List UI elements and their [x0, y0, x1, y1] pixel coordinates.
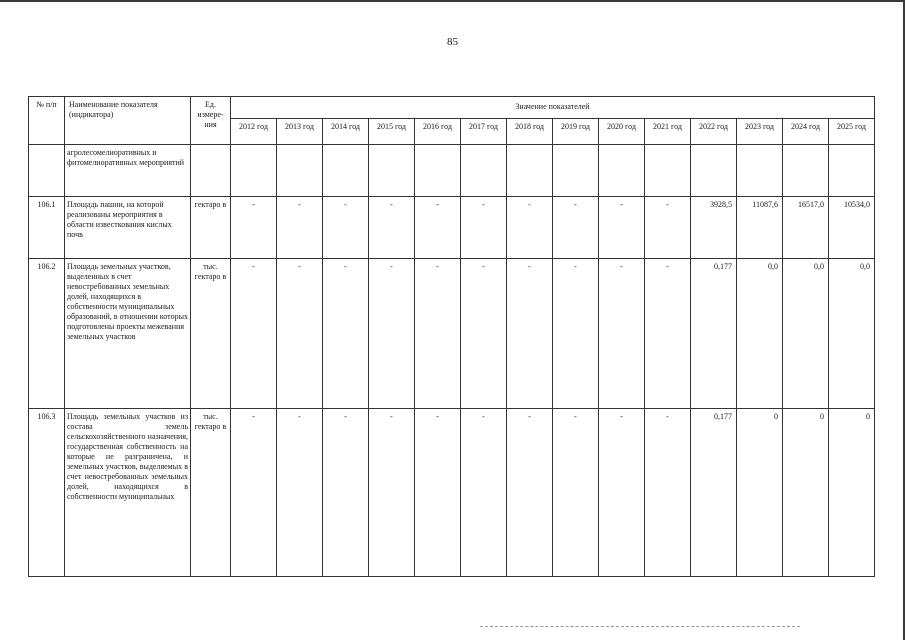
- header-year: 2020 год: [599, 119, 645, 145]
- row-code: 106.2: [29, 259, 65, 409]
- header-year: 2022 год: [691, 119, 737, 145]
- header-name: Наименование показателя (индикатора): [65, 97, 191, 145]
- row-value: -: [461, 409, 507, 577]
- row-value: -: [507, 259, 553, 409]
- row-value: 0: [829, 409, 875, 577]
- row-value: -: [369, 259, 415, 409]
- row-name: Площадь пашни, на которой реализованы мероприятия в области известкования кислых почв: [65, 197, 191, 259]
- row-value: -: [369, 197, 415, 259]
- row-value: -: [231, 409, 277, 577]
- row-value: 0,177: [691, 259, 737, 409]
- row-value: 10534,0: [829, 197, 875, 259]
- table-row: [29, 197, 875, 259]
- row-value: 0: [783, 409, 829, 577]
- row-value: -: [415, 259, 461, 409]
- header-year: 2021 год: [645, 119, 691, 145]
- row-value: 3928,5: [691, 197, 737, 259]
- row-name: Площадь земельных участков из состава земель сельскохозяйственного назначения, государственная собственность на которые не разграничена, и земельных участков, выделяемых в счет невостребованных земельных долей, находящихся в собственности муниципальных: [65, 409, 191, 577]
- continuation-unit: [191, 145, 231, 197]
- row-value: -: [553, 197, 599, 259]
- header-year: 2016 год: [415, 119, 461, 145]
- row-value: -: [507, 409, 553, 577]
- row-value: 0,0: [829, 259, 875, 409]
- row-value: -: [415, 197, 461, 259]
- header-unit: Ед. измере- ния: [191, 97, 231, 145]
- row-value: -: [277, 259, 323, 409]
- row-value: -: [323, 259, 369, 409]
- row-value: 11087,6: [737, 197, 783, 259]
- indicators-table: [28, 96, 875, 577]
- page-top-edge: [0, 0, 905, 2]
- header-year: 2015 год: [369, 119, 415, 145]
- header-year: 2023 год: [737, 119, 783, 145]
- header-year: 2025 год: [829, 119, 875, 145]
- row-value: -: [277, 197, 323, 259]
- row-value: -: [645, 259, 691, 409]
- row-value: -: [645, 197, 691, 259]
- row-value: -: [415, 409, 461, 577]
- row-value: -: [323, 197, 369, 259]
- table-row: [29, 259, 875, 409]
- row-code: 106.3: [29, 409, 65, 577]
- row-value: -: [231, 259, 277, 409]
- header-year: 2017 год: [461, 119, 507, 145]
- row-value: 0,0: [737, 259, 783, 409]
- continuation-name: агролесомелиоративных и фитомелиоративных мероприятий: [65, 145, 191, 197]
- row-value: -: [461, 259, 507, 409]
- row-code: 106.1: [29, 197, 65, 259]
- row-unit: гектаро в: [191, 197, 231, 259]
- row-unit: тыс. гектаро в: [191, 409, 231, 577]
- row-value: -: [599, 259, 645, 409]
- header-year: 2019 год: [553, 119, 599, 145]
- row-value: -: [553, 409, 599, 577]
- header-year: 2013 год: [277, 119, 323, 145]
- row-value: -: [323, 409, 369, 577]
- continuation-code: [29, 145, 65, 197]
- row-value: -: [461, 197, 507, 259]
- header-num: № п/п: [29, 97, 65, 145]
- footer-rule: [480, 626, 800, 627]
- header-year: 2018 год: [507, 119, 553, 145]
- continuation-row: [29, 145, 875, 197]
- row-value: -: [599, 409, 645, 577]
- row-value: -: [599, 197, 645, 259]
- row-value: 16517,0: [783, 197, 829, 259]
- header-year: 2012 год: [231, 119, 277, 145]
- row-unit: тыс. гектаро в: [191, 259, 231, 409]
- row-value: -: [231, 197, 277, 259]
- row-value: -: [369, 409, 415, 577]
- row-value: -: [645, 409, 691, 577]
- row-value: 0,0: [783, 259, 829, 409]
- row-value: -: [553, 259, 599, 409]
- row-value: -: [277, 409, 323, 577]
- row-value: 0,177: [691, 409, 737, 577]
- header-values-title: Значение показателей: [231, 97, 875, 119]
- row-name: Площадь земельных участков, выделенных в счет невостребованных земельных долей, находящихся в собственности муниципальных образований, в отношении которых подготовлены проекты межевания земельных участков: [65, 259, 191, 409]
- table-row: [29, 409, 875, 577]
- page-number: 85: [447, 36, 458, 48]
- header-year: 2024 год: [783, 119, 829, 145]
- row-value: 0: [737, 409, 783, 577]
- row-value: -: [507, 197, 553, 259]
- header-year: 2014 год: [323, 119, 369, 145]
